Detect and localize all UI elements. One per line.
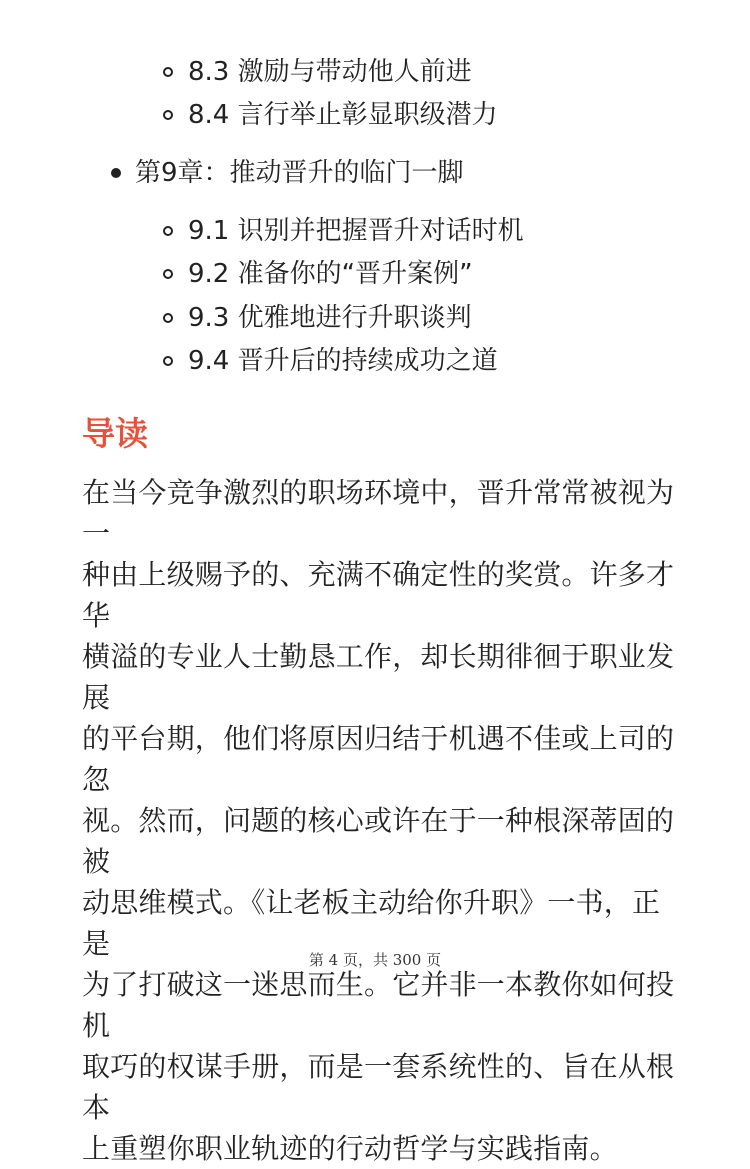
paragraph-line: 取巧的权谋手册，而是一套系统性的、旨在从根本 (82, 1050, 675, 1124)
toc-item[interactable] (163, 97, 498, 133)
toc-item-label: 9.4 晋升后的持续成功之道 (188, 346, 498, 376)
toc-chapter[interactable] (111, 155, 464, 191)
paragraph-line: 种由上级赐予的、充满不确定性的奖赏。许多才华 (82, 558, 675, 632)
toc-item[interactable] (163, 213, 524, 249)
hollow-bullet-icon (163, 226, 173, 236)
toc-item[interactable] (163, 256, 473, 292)
hollow-bullet-icon (163, 110, 173, 120)
toc-chapter-label: 第9章：推动晋升的临门一脚 (135, 158, 464, 188)
toc-item[interactable] (163, 54, 472, 90)
paragraph-line: 为了打破这一迷思而生。它并非一本教你如何投机 (82, 968, 675, 1042)
hollow-bullet-icon (163, 356, 173, 366)
hollow-bullet-icon (163, 67, 173, 77)
toc-item[interactable] (163, 343, 498, 379)
intro-paragraph (82, 472, 682, 1169)
paragraph-line: 在当今竞争激烈的职场环境中，晋升常常被视为一 (82, 476, 675, 550)
toc-item-label: 8.4 言行举止彰显职级潜力 (188, 100, 498, 130)
paragraph-line: 视。然而，问题的核心或许在于一种根深蒂固的被 (82, 804, 675, 878)
paragraph-line: 的平台期，他们将原因归结于机遇不佳或上司的忽 (82, 722, 675, 796)
toc-item-label: 9.1 识别并把握晋升对话时机 (188, 216, 524, 246)
toc-item[interactable] (163, 300, 472, 336)
hollow-bullet-icon (163, 269, 173, 279)
hollow-bullet-icon (163, 313, 173, 323)
paragraph-line: 动思维模式。《让老板主动给你升职》一书，正是 (82, 886, 661, 960)
paragraph-line: 横溢的专业人士勤恳工作，却长期徘徊于职业发展 (82, 640, 675, 714)
toc-item-label: 9.2 准备你的“晋升案例” (188, 259, 473, 289)
paragraph-line: 上重塑你职业轨迹的行动哲学与实践指南。 (82, 1132, 618, 1165)
toc-item-label: 9.3 优雅地进行升职谈判 (188, 303, 472, 333)
toc-item-label: 8.3 激励与带动他人前进 (188, 57, 472, 87)
section-heading: 导读 (82, 414, 148, 453)
page-number-footer: 第 4 页，共 300 页 (308, 951, 442, 969)
solid-bullet-icon (111, 168, 121, 178)
